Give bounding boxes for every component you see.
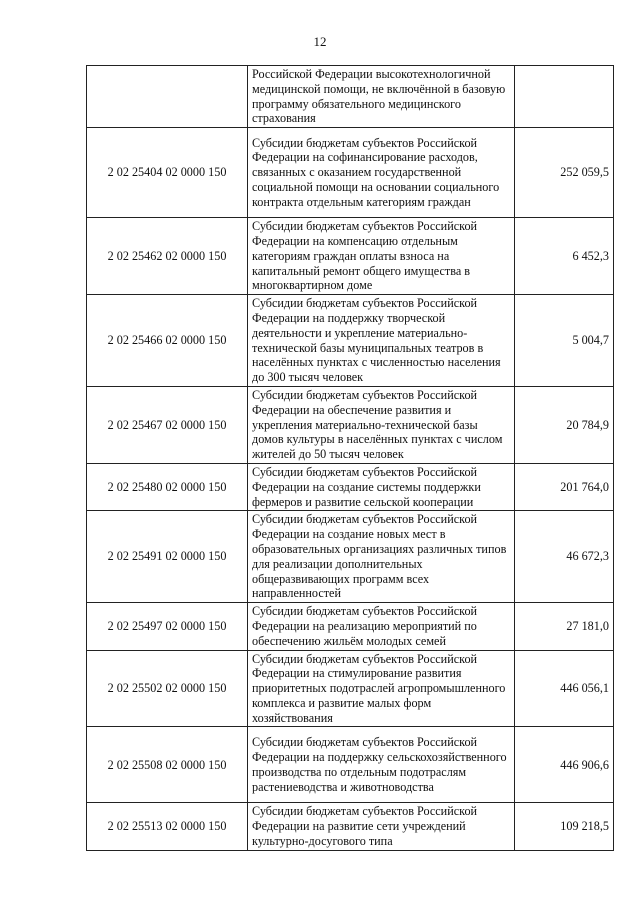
budget-code-cell: 2 02 25466 02 0000 150 [87, 295, 248, 387]
description-cell: Субсидии бюджетам субъектов Российской Федерации на поддержку сельскохозяйственного производства по отдельным подотраслям растениеводства и животноводства [248, 727, 515, 803]
amount-cell: 20 784,9 [515, 386, 614, 463]
table-row [87, 463, 614, 510]
description-cell: Российской Федерации высокотехнологичной медицинской помощи, не включённой в базовую программу обязательного медицинского страхования [248, 66, 515, 128]
table-row [87, 128, 614, 218]
amount-cell: 201 764,0 [515, 463, 614, 510]
table-row [87, 386, 614, 463]
page-number: 12 [313, 34, 327, 49]
table-row [87, 66, 614, 128]
description-cell: Субсидии бюджетам субъектов Российской Федерации на развитие сети учреждений культурно-досугового типа [248, 803, 515, 850]
amount-cell [515, 66, 614, 128]
description-cell: Субсидии бюджетам субъектов Российской Федерации на обеспечение развития и укрепления материально-технической базы домов культуры в населённых пунктах с числом жителей до 50 тысяч человек [248, 386, 515, 463]
amount-cell: 6 452,3 [515, 218, 614, 295]
table-row [87, 603, 614, 650]
budget-code-cell: 2 02 25513 02 0000 150 [87, 803, 248, 850]
description-cell: Субсидии бюджетам субъектов Российской Федерации на софинансирование расходов, связанных с оказанием государственной социальной помощи на основании социального контракта отдельным категориям граждан [248, 128, 515, 218]
amount-cell: 446 906,6 [515, 727, 614, 803]
table-row [87, 511, 614, 603]
budget-code-cell: 2 02 25404 02 0000 150 [87, 128, 248, 218]
table-row [87, 803, 614, 850]
amount-cell: 5 004,7 [515, 295, 614, 387]
budget-code-cell: 2 02 25480 02 0000 150 [87, 463, 248, 510]
table-row [87, 650, 614, 727]
budget-code-cell [87, 66, 248, 128]
table-row [87, 295, 614, 387]
description-cell: Субсидии бюджетам субъектов Российской Федерации на создание системы поддержки фермеров и развитие сельской кооперации [248, 463, 515, 510]
amount-cell: 446 056,1 [515, 650, 614, 727]
amount-cell: 46 672,3 [515, 511, 614, 603]
budget-code-cell: 2 02 25497 02 0000 150 [87, 603, 248, 650]
budget-code-cell: 2 02 25491 02 0000 150 [87, 511, 248, 603]
description-cell: Субсидии бюджетам субъектов Российской Федерации на компенсацию отдельным категориям граждан оплаты взноса на капитальный ремонт общего имущества в многоквартирном доме [248, 218, 515, 295]
description-cell: Субсидии бюджетам субъектов Российской Федерации на поддержку творческой деятельности и укрепление материально-технической базы муниципальных театров в населённых пунктах с численностью населения до 300 тысяч человек [248, 295, 515, 387]
amount-cell: 27 181,0 [515, 603, 614, 650]
budget-code-cell: 2 02 25508 02 0000 150 [87, 727, 248, 803]
amount-cell: 109 218,5 [515, 803, 614, 850]
description-cell: Субсидии бюджетам субъектов Российской Федерации на создание новых мест в образовательных организациях различных типов для реализации дополнительных общеразвивающих программ всех направленностей [248, 511, 515, 603]
budget-code-cell: 2 02 25462 02 0000 150 [87, 218, 248, 295]
description-cell: Субсидии бюджетам субъектов Российской Федерации на реализацию мероприятий по обеспечению жильём молодых семей [248, 603, 515, 650]
budget-code-cell: 2 02 25502 02 0000 150 [87, 650, 248, 727]
table-row [87, 727, 614, 803]
description-cell: Субсидии бюджетам субъектов Российской Федерации на стимулирование развития приоритетных подотраслей агропромышленного комплекса и развитие малых форм хозяйствования [248, 650, 515, 727]
table-row [87, 218, 614, 295]
budget-code-cell: 2 02 25467 02 0000 150 [87, 386, 248, 463]
amount-cell: 252 059,5 [515, 128, 614, 218]
budget-table [86, 65, 614, 851]
